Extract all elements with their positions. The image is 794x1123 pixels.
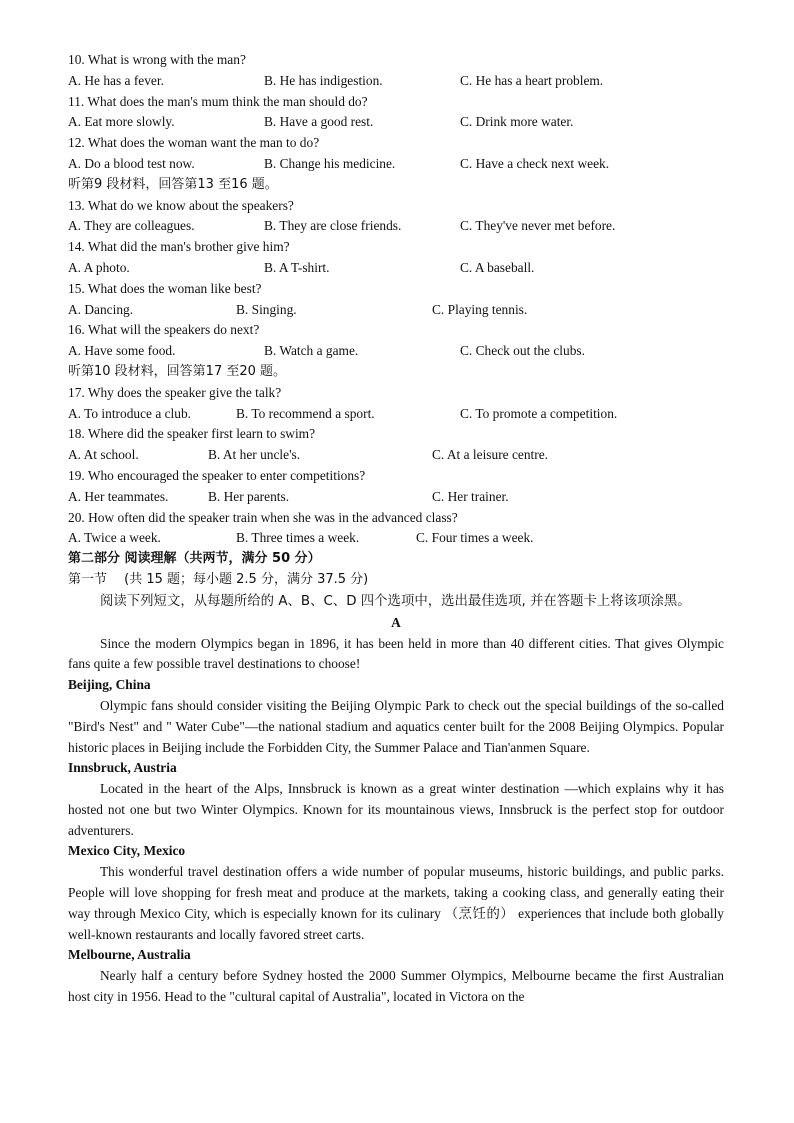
city-heading: Beijing, China xyxy=(68,677,151,693)
reading-instructions: 阅读下列短文，从每题所给的 A、B、C、D 四个选项中，选出最佳选项, 并在答题卡上将该项涂黑。 xyxy=(100,593,691,609)
question-text: 18. Where did the speaker first learn to swim? xyxy=(68,426,316,442)
option-c: C. To promote a competition. xyxy=(460,405,618,421)
options-row xyxy=(68,528,724,549)
question-text: 17. Why does the speaker give the talk? xyxy=(68,384,282,400)
options-row xyxy=(68,445,724,466)
option-a: A. To introduce a club. xyxy=(68,405,192,421)
option-c: C. Have a check next week. xyxy=(460,155,610,171)
question-block xyxy=(68,196,724,238)
question-text: 15. What does the woman like best? xyxy=(68,280,262,296)
option-c: C. Drink more water. xyxy=(460,114,574,130)
options-row xyxy=(68,300,724,321)
option-a: A. Her teammates. xyxy=(68,488,169,504)
option-b: B. Have a good rest. xyxy=(264,114,374,130)
option-b: B. A T-shirt. xyxy=(264,259,330,275)
question-text: 20. How often did the speaker train when she was in the advanced class? xyxy=(68,509,458,525)
option-b: B. Her parents. xyxy=(208,488,290,504)
option-c: C. He has a heart problem. xyxy=(460,72,604,88)
question-text: 14. What did the man's brother give him? xyxy=(68,239,290,255)
question-text: 11. What does the man's mum think the man should do? xyxy=(68,93,368,109)
city-heading: Mexico City, Mexico xyxy=(68,843,186,859)
option-c: C. They've never met before. xyxy=(460,218,616,234)
option-a: A. Have some food. xyxy=(68,343,176,359)
option-c: C. Four times a week. xyxy=(416,530,534,546)
question-text: 12. What does the woman want the man to do? xyxy=(68,135,320,151)
option-b: B. Watch a game. xyxy=(264,343,359,359)
city-paragraph: This wonderful travel destination offers a wide number of popular museums, historic buildings, and public parks. People will love shopping for fresh meat and produce at the markets, taking a cooking class, and generally eating their way through Mexico City, which is especially known for its culinary （烹饪的） experiences that include both globally well-known restaurants and locally favored street carts. xyxy=(68,864,724,942)
option-b: B. They are close friends. xyxy=(264,218,402,234)
option-c: C. Playing tennis. xyxy=(432,301,528,317)
option-b: B. He has indigestion. xyxy=(264,72,383,88)
option-a: A. A photo. xyxy=(68,259,130,275)
listening-questions-13-16 xyxy=(68,196,724,362)
question-block xyxy=(68,279,724,321)
question-block xyxy=(68,424,724,466)
option-c: C. Check out the clubs. xyxy=(460,343,585,359)
exam-page xyxy=(68,50,724,1008)
options-row xyxy=(68,341,724,362)
question-text: 19. Who encouraged the speaker to enter competitions? xyxy=(68,467,366,483)
option-b: B. To recommend a sport. xyxy=(236,405,375,421)
question-block xyxy=(68,466,724,508)
option-a: A. At school. xyxy=(68,447,139,463)
city-section xyxy=(68,675,724,758)
options-row xyxy=(68,154,724,175)
question-block xyxy=(68,133,724,175)
options-row xyxy=(68,258,724,279)
option-a: A. Eat more slowly. xyxy=(68,114,175,130)
option-b: B. At her uncle's. xyxy=(208,447,301,463)
passage-intro: Since the modern Olympics began in 1896, it has been held in more than 40 different cities. That gives Olympic fans quite a few possible travel destinations to choose! xyxy=(68,635,724,672)
listening-questions-10-12 xyxy=(68,50,724,175)
question-block xyxy=(68,383,724,425)
city-section xyxy=(68,945,724,1007)
section-instruction: 听第10 段材料，回答第17 至20 题。 xyxy=(68,363,287,379)
city-section xyxy=(68,758,724,841)
question-text: 13. What do we know about the speakers? xyxy=(68,197,294,213)
question-text: 10. What is wrong with the man? xyxy=(68,52,246,67)
option-c: C. A baseball. xyxy=(460,259,535,275)
city-paragraph: Nearly half a century before Sydney hosted the 2000 Summer Olympics, Melbourne became the first Australian host city in 1956. Head to the "cultural capital of Australia", located in Victora on the xyxy=(68,968,724,1005)
option-b: B. Singing. xyxy=(236,301,297,317)
question-block xyxy=(68,237,724,279)
option-b: B. Three times a week. xyxy=(236,530,360,546)
options-row xyxy=(68,112,724,133)
options-row xyxy=(68,487,724,508)
section-instruction: 听第9 段材料，回答第13 至16 题。 xyxy=(68,176,278,192)
question-block xyxy=(68,320,724,362)
listening-questions-17-20 xyxy=(68,383,724,549)
part-title: 第二部分 阅读理解（共两节，满分 50 分） xyxy=(68,551,321,567)
option-a: A. They are colleagues. xyxy=(68,218,195,234)
city-paragraph: Olympic fans should consider visiting the Beijing Olympic Park to check out the special buildings of the so-called "Bird's Nest" and " Water Cube"—the national stadium and aquatics center built for the 2008 Beijing Olympics. Popular historic places in Beijing include the Forbidden City, the Summer Palace and Tian'anmen Square. xyxy=(68,697,724,755)
option-a: A. He has a fever. xyxy=(68,72,164,88)
options-row xyxy=(68,404,724,425)
options-row xyxy=(68,71,724,92)
city-heading: Innsbruck, Austria xyxy=(68,760,177,776)
question-block xyxy=(68,508,724,550)
option-b: B. Change his medicine. xyxy=(264,155,396,171)
section-title: 第一节 (共 15 题；每小题 2.5 分，满分 37.5 分) xyxy=(68,571,369,587)
passage-label: A xyxy=(391,614,401,630)
city-paragraph: Located in the heart of the Alps, Innsbruck is known as a great winter destination —which explains why it has hosted not one but two Winter Olympics. Known for its mountainous views, Innsbruck is the perfect stop for outdoor adventurers. xyxy=(68,781,724,838)
option-a: A. Dancing. xyxy=(68,301,134,317)
option-a: A. Twice a week. xyxy=(68,530,161,546)
option-a: A. Do a blood test now. xyxy=(68,155,195,171)
city-section xyxy=(68,841,724,945)
city-heading: Melbourne, Australia xyxy=(68,947,191,963)
option-c: C. Her trainer. xyxy=(432,488,509,504)
question-block xyxy=(68,92,724,134)
question-block xyxy=(68,50,724,92)
options-row xyxy=(68,216,724,237)
option-c: C. At a leisure centre. xyxy=(432,447,549,463)
question-text: 16. What will the speakers do next? xyxy=(68,322,260,338)
